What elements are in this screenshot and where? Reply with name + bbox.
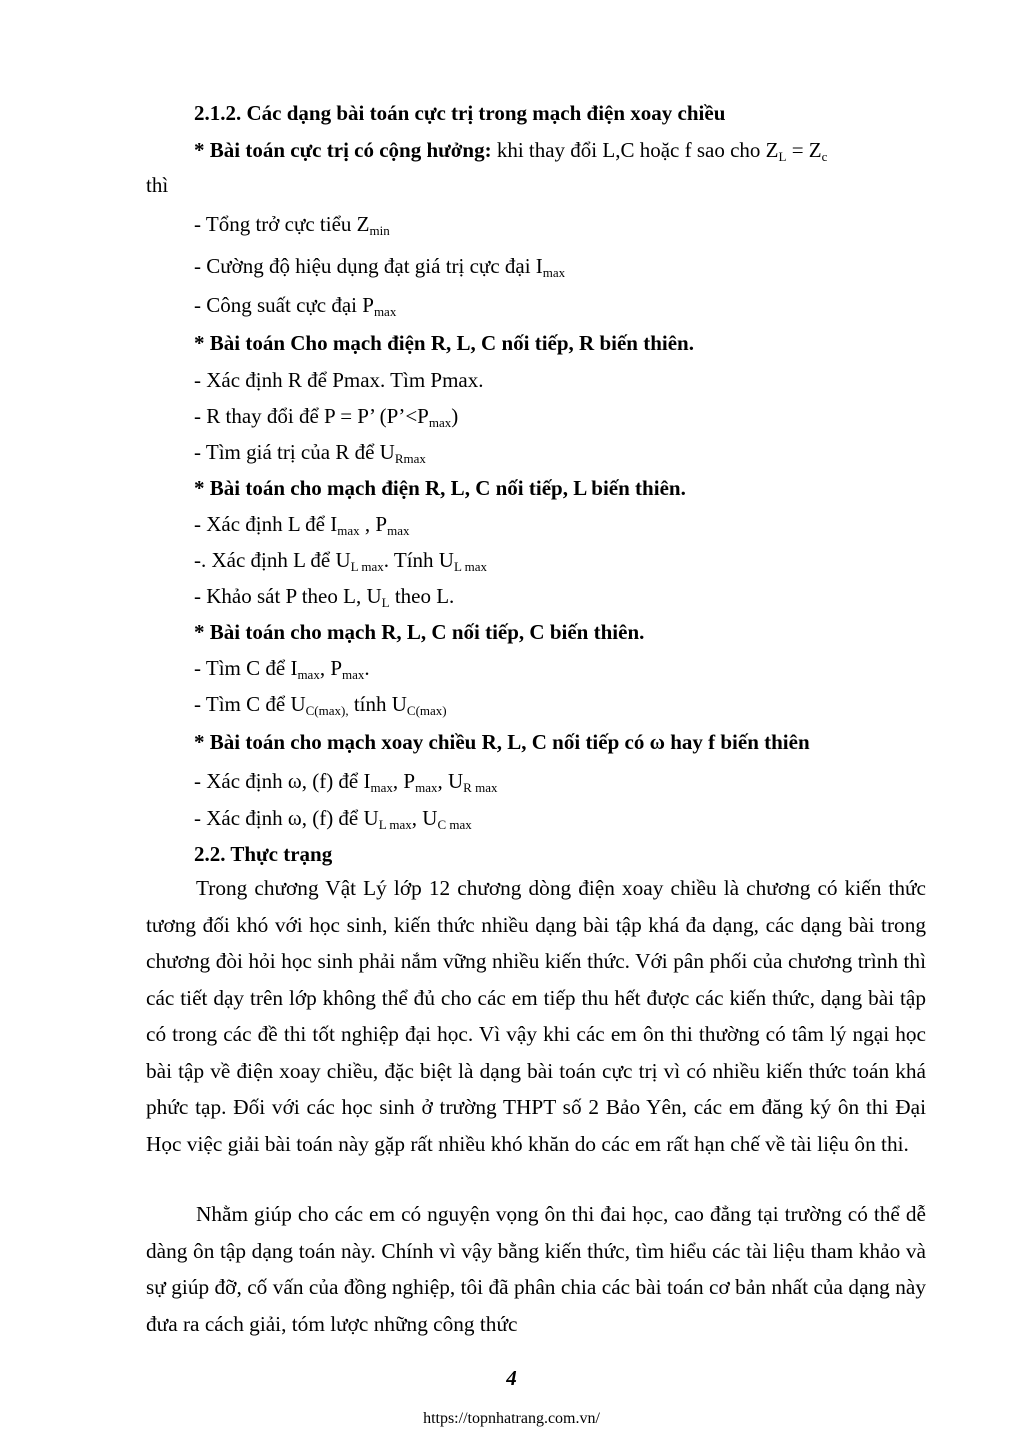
list-item: - Khảo sát P theo L, $U_L$ theo L. [194,584,455,610]
list-item: - R thay đổi để P = P’ $(P’<P_{max})$ [194,404,459,430]
omega-variable-problem-title: * Bài toán cho mạch xoay chiều R, L, C nối tiếp có ω hay f biến thiên [194,730,810,754]
resonance-problem-text: khi thay đổi L,C hoặc f sao cho Z [491,138,779,162]
page-number: 4 [506,1366,517,1390]
resonance-problem-title: * Bài toán cực trị có cộng hưởng: [194,138,492,162]
list-item: - Xác định L để $I_{max}$ , $P_{max}$ [194,512,410,538]
l-variable-problem-title: * Bài toán cho mạch điện R, L, C nối tiếp, L biến thiên. [194,476,686,500]
section-heading-2-2: 2.2. Thực trạng [194,842,333,866]
list-item: -. Xác định L để $U_{L max}$. Tính $U_{L max}$ [194,548,488,574]
list-item: - Cường độ hiệu dụng đạt giá trị cực đại $I_{max}$ [194,254,566,280]
list-item: - Xác định R để Pmax. Tìm Pmax. [194,368,484,392]
c-variable-problem-title: * Bài toán cho mạch R, L, C nối tiếp, C biến thiên. [194,620,645,644]
section-heading-2-1-2: 2.1.2. Các dạng bài toán cực trị trong mạch điện xoay chiều [194,101,726,125]
list-item: - Tổng trở cực tiểu $Z_{min}$ [194,212,390,238]
list-item: - Tìm giá trị của R để $U_{Rmax}$ [194,440,426,466]
list-item: - Xác định ω, (f) để $U_{L max}$, $U_{C max}$ [194,806,472,832]
body-paragraph: Nhằm giúp cho các em có nguyện vọng ôn thi đai học, cao đẳng tại trường có thể dễ dàng ôn tập dạng toán này. Chính vì vậy bằng kiến thức, tìm hiểu các tài liệu tham khảo và sự giúp đỡ, cố vấn của đồng nghiệp, tôi đã phân chia các bài toán cơ bản nhất của dạng này đưa ra cách giải, tóm lược những công thức [146,1202,926,1336]
resonance-problem-continuation: thì [146,173,169,197]
list-item: - Công suất cực đại $P_{max}$ [194,293,397,319]
list-item: - Tìm C để $U_{C(max),}$ tính $U_{C(max)}$ [194,692,447,718]
footer-url: https://topnhatrang.com.vn/ [423,1410,600,1427]
list-item: - Tìm C để $I_{max}$, $P_{max}$. [194,656,370,682]
list-item: - Xác định ω, (f) để $I_{max}$, $P_{max}$, $U_{R max}$ [194,769,498,795]
body-paragraph: Trong chương Vật Lý lớp 12 chương dòng điện xoay chiều là chương có kiến thức tương đối khó với học sinh, kiến thức nhiều dạng bài tập khá đa dạng, các dạng bài trong chương đòi hỏi học sinh phải nắm vững nhiều kiến thức. Với pân phối của chương trình thì các tiết dạy trên lớp không thể đủ cho các em tiếp thu hết được các kiến thức, dạng bài tập có trong các đề thi tốt nghiệp đại học. Vì vậy khi các em ôn thi thường có tâm lý ngại học bài tập về điện xoay chiều, đặc biệt là dạng bài toán cực trị vì có nhiều kiến thức toán khá phức tạp. Đối với các học sinh ở trường THPT số 2 Bảo Yên, các em đăng ký ôn thi Đại Học việc giải bài toán này gặp rất nhiều khó khăn do các em rất hạn chế về tài liệu ôn thi. [146,876,926,1156]
resonance-problem-line: * Bài toán cực trị có cộng hưởng: khi thay đổi L,C hoặc f sao cho $Z_L = Z_c$ [194,138,828,164]
r-variable-problem-title: * Bài toán Cho mạch điện R, L, C nối tiếp, R biến thiên. [194,331,694,355]
